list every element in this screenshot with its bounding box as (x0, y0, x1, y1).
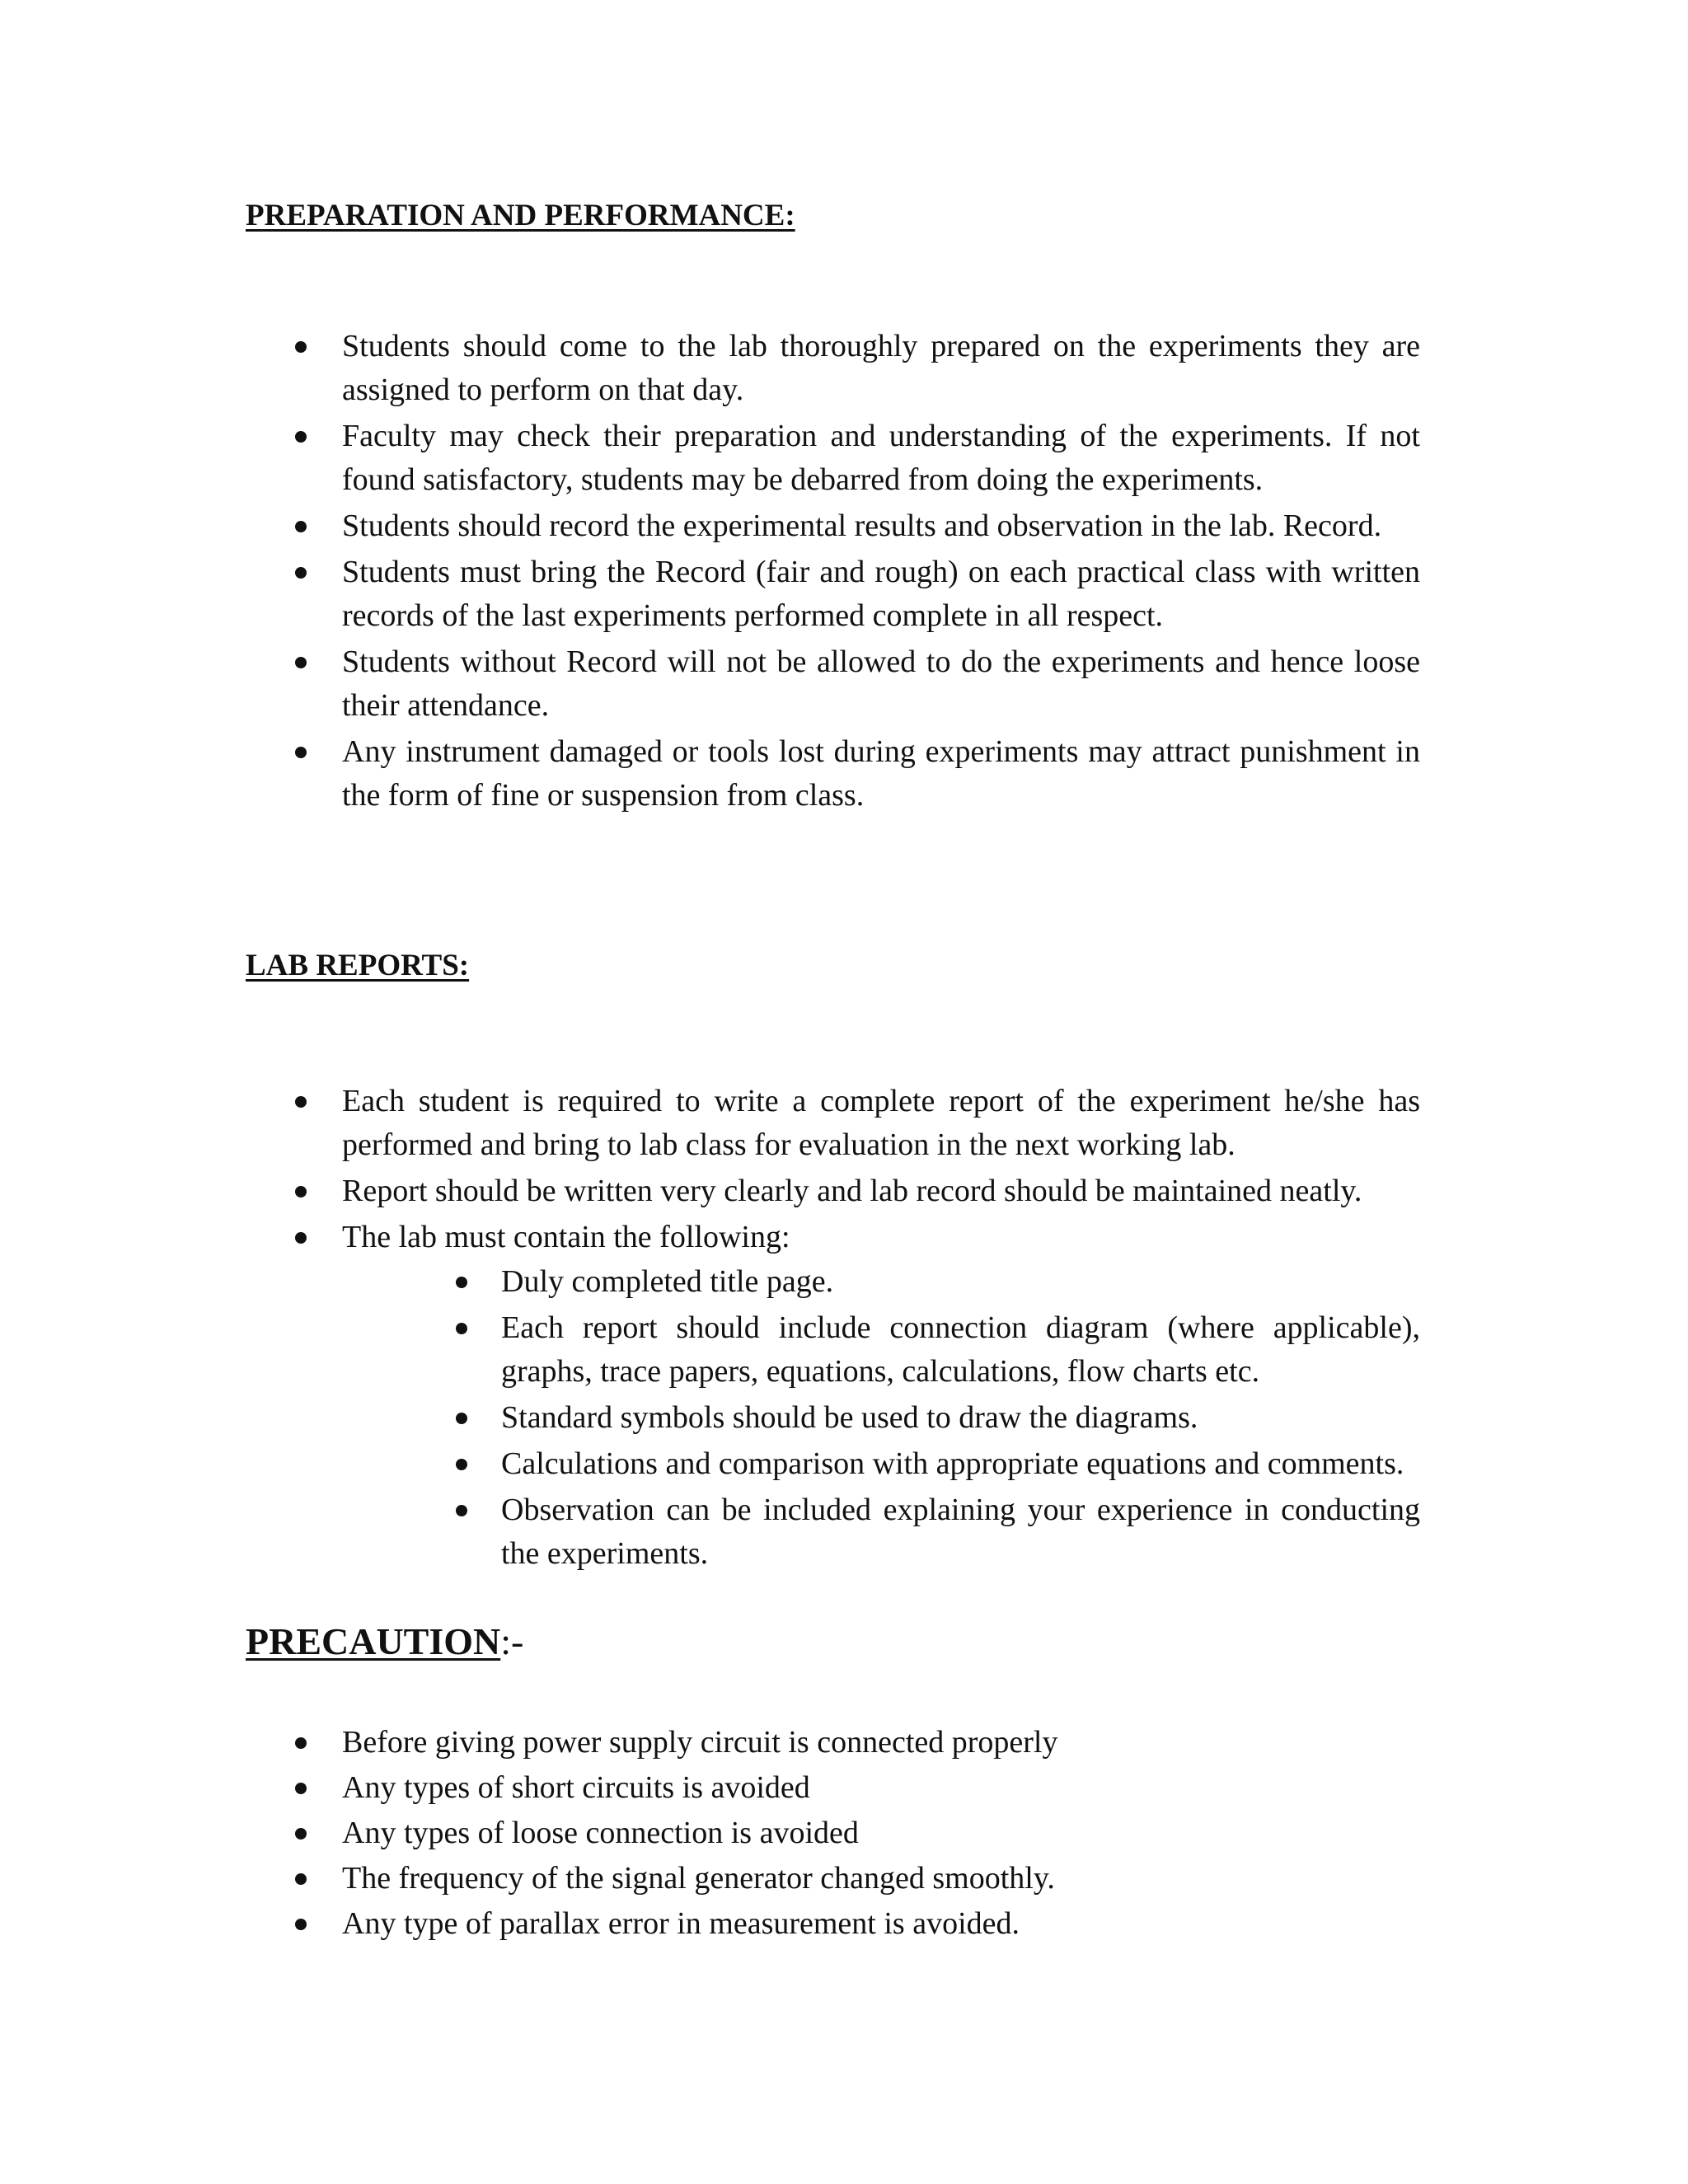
bullet-icon (295, 1783, 307, 1794)
lab-contents-sublist (501, 1260, 1420, 1578)
list-item: Before giving power supply circuit is connected properly (342, 1721, 1420, 1765)
list-item: Any type of parallax error in measurement is avoided. (342, 1902, 1420, 1946)
heading-precaution: PRECAUTION:- (246, 1619, 523, 1665)
heading-preparation-and-performance: PREPARATION AND PERFORMANCE: (246, 199, 795, 232)
preparation-list (342, 325, 1420, 820)
bullet-icon (295, 431, 307, 443)
heading-suffix: :- (500, 1620, 524, 1662)
bullet-icon (295, 1919, 307, 1930)
bullet-icon (456, 1459, 467, 1470)
list-item: Students without Record will not be allowed to do the experiments and hence loose their attendance. (342, 640, 1420, 728)
bullet-icon (295, 657, 307, 668)
list-item: Any instrument damaged or tools lost during experiments may attract punishment in the form of fine or suspension from class. (342, 730, 1420, 818)
list-item: Report should be written very clearly and lab record should be maintained neatly. (342, 1169, 1420, 1213)
list-item: The lab must contain the following: (342, 1216, 1420, 1259)
lab-reports-list (342, 1080, 1420, 1262)
bullet-icon (456, 1323, 467, 1334)
bullet-icon (295, 521, 307, 532)
list-item: The frequency of the signal generator changed smoothly. (342, 1857, 1420, 1900)
list-item: Faculty may check their preparation and understanding of the experiments. If not found satisfactory, students may be debarred from doing the experiments. (342, 415, 1420, 502)
bullet-icon (456, 1505, 467, 1516)
bullet-icon (295, 1873, 307, 1885)
precaution-list (342, 1721, 1420, 1947)
bullet-icon (456, 1413, 467, 1424)
bullet-icon (295, 1096, 307, 1108)
sub-list-item: Duly completed title page. (501, 1260, 1420, 1304)
heading-lab-reports: LAB REPORTS: (246, 949, 470, 982)
sub-list-item: Calculations and comparison with appropriate equations and comments. (501, 1442, 1420, 1486)
list-item: Any types of loose connection is avoided (342, 1811, 1420, 1855)
bullet-icon (295, 567, 307, 579)
list-item: Each student is required to write a complete report of the experiment he/she has performed and bring to lab class for evaluation in the next working lab. (342, 1080, 1420, 1167)
sub-list-item: Observation can be included explaining your experience in conducting the experiments. (501, 1488, 1420, 1576)
sub-list-item: Each report should include connection diagram (where applicable), graphs, trace papers, equations, calculations, flow charts etc. (501, 1306, 1420, 1394)
bullet-icon (295, 341, 307, 353)
list-item: Students must bring the Record (fair and rough) on each practical class with written records of the last experiments performed complete in all respect. (342, 551, 1420, 638)
sub-list-item: Standard symbols should be used to draw the diagrams. (501, 1396, 1420, 1440)
list-item: Any types of short circuits is avoided (342, 1766, 1420, 1810)
bullet-icon (295, 1737, 307, 1749)
bullet-icon (456, 1277, 467, 1288)
bullet-icon (295, 1186, 307, 1197)
bullet-icon (295, 747, 307, 758)
bullet-icon (295, 1828, 307, 1840)
list-item: Students should record the experimental results and observation in the lab. Record. (342, 504, 1420, 548)
bullet-icon (295, 1232, 307, 1244)
list-item: Students should come to the lab thoroughly prepared on the experiments they are assigned to perform on that day. (342, 325, 1420, 412)
